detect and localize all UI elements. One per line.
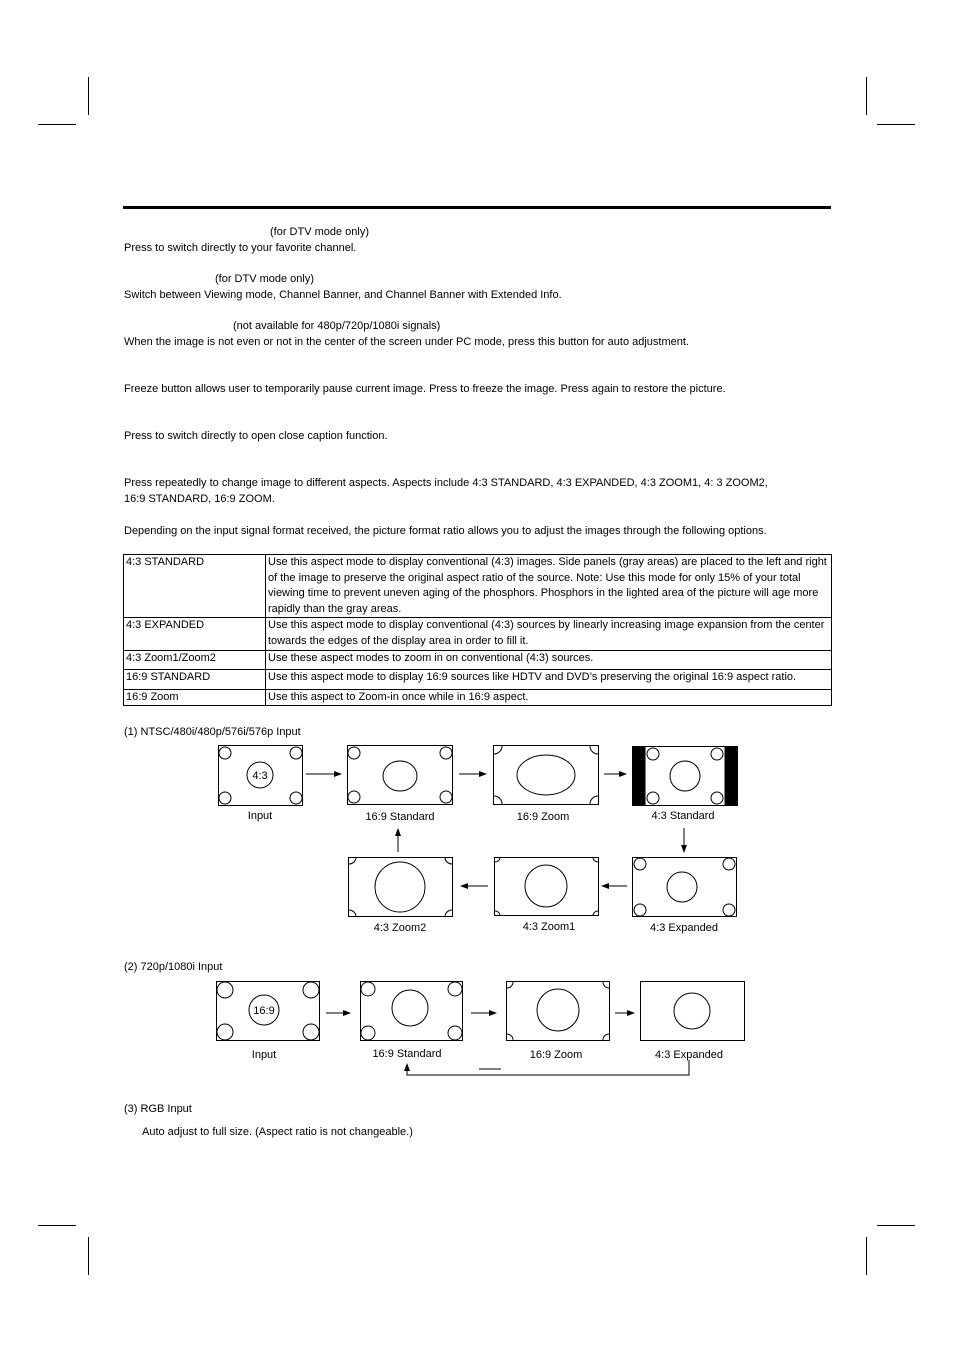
caption-43-zoom2: 4:3 Zoom2 <box>373 922 427 934</box>
diagram1-heading: (1) NTSC/480i/480p/576i/576p Input <box>124 726 301 738</box>
d1-169-standard-screen <box>348 746 453 805</box>
caption-169-zoom: 16:9 Zoom <box>516 811 570 823</box>
d2-169-standard-screen <box>361 982 463 1041</box>
return-arrow <box>407 1060 689 1075</box>
caption-169-standard: 16:9 Standard <box>365 811 435 823</box>
desc-cell: Use this aspect mode to display conventional (4:3) images. Side panels (gray areas) are placed to the left and right of the image to preserve the original aspect ratio of the source. Note: Use this mode for only 15% of your total viewing time to prevent uneven aging of the phosphors. Phosphors in the lighted area of the picture will age more rapidly than the gray areas. <box>266 555 832 618</box>
d2-169-zoom-screen <box>507 982 610 1041</box>
mode-cell: 4:3 EXPANDED <box>124 618 266 650</box>
diagram2-heading: (2) 720p/1080i Input <box>124 961 223 973</box>
d1-input-label: 4:3 <box>252 770 268 782</box>
d1-43-zoom2-screen <box>349 858 453 917</box>
auto-body: When the image is not even or not in the center of the screen under PC mode, press this button for auto adjustment. <box>124 336 689 348</box>
favorite-body: Press to switch directly to your favorite channel. <box>124 242 357 254</box>
caption-169-standard: 16:9 Standard <box>372 1048 442 1060</box>
mode-cell: 4:3 Zoom1/Zoom2 <box>124 650 266 670</box>
aspect-body-line2: 16:9 STANDARD, 16:9 ZOOM. <box>124 493 275 505</box>
d1-43-zoom1-screen <box>495 858 599 916</box>
caption-43-zoom1: 4:3 Zoom1 <box>522 921 576 933</box>
auto-note: (not available for 480p/720p/1080i signals) <box>233 320 441 332</box>
desc-cell: Use this aspect to Zoom-in once while in 16:9 aspect. <box>266 689 832 706</box>
d1-43-expanded-screen <box>633 858 737 917</box>
mode-cell: 4:3 STANDARD <box>124 555 266 618</box>
caption-43-expanded: 4:3 Expanded <box>650 922 718 934</box>
caption-input: Input <box>247 810 273 822</box>
desc-cell: Use this aspect mode to display 16:9 sources like HDTV and DVD’s preserving the original 16:9 aspect ratio. <box>266 670 832 690</box>
d1-43-standard-screen <box>633 747 738 806</box>
caption-43-standard: 4:3 Standard <box>651 810 715 822</box>
display-body: Switch between Viewing mode, Channel Banner, and Channel Banner with Extended Info. <box>124 289 562 301</box>
caption-169-zoom: 16:9 Zoom <box>529 1049 583 1061</box>
freeze-body: Freeze button allows user to temporarily pause current image. Press to freeze the image. Press again to restore the picture. <box>124 383 726 395</box>
cc-body: Press to switch directly to open close caption function. <box>124 430 388 442</box>
display-note: (for DTV mode only) <box>215 273 315 285</box>
desc-cell: Use this aspect mode to display conventional (4:3) sources by linearly increasing image expansion from the center towards the edges of the display area in order to fill it. <box>266 618 832 650</box>
mode-cell: 16:9 Zoom <box>124 689 266 706</box>
rgb-heading: (3) RGB Input <box>124 1103 192 1115</box>
mode-cell: 16:9 STANDARD <box>124 670 266 690</box>
aspect-body-line1: Press repeatedly to change image to different aspects. Aspects include 4:3 STANDARD, 4:3 EXPANDED, 4:3 ZOOM1, 4: 3 ZOOM2, <box>124 477 768 489</box>
caption-input: Input <box>251 1049 277 1061</box>
desc-cell: Use these aspect modes to zoom in on conventional (4:3) sources. <box>266 650 832 670</box>
d2-input-label: 16:9 <box>253 1005 275 1017</box>
format-intro: Depending on the input signal format received, the picture format ratio allows you to adjust the images through the following options. <box>124 525 767 537</box>
d1-169-zoom-screen <box>494 746 599 805</box>
rgb-body: Auto adjust to full size. (Aspect ratio is not changeable.) <box>142 1126 413 1138</box>
caption-43-expanded: 4:3 Expanded <box>655 1049 723 1061</box>
d2-43-expanded-screen <box>641 982 745 1041</box>
favorite-note: (for DTV mode only) <box>270 226 370 238</box>
